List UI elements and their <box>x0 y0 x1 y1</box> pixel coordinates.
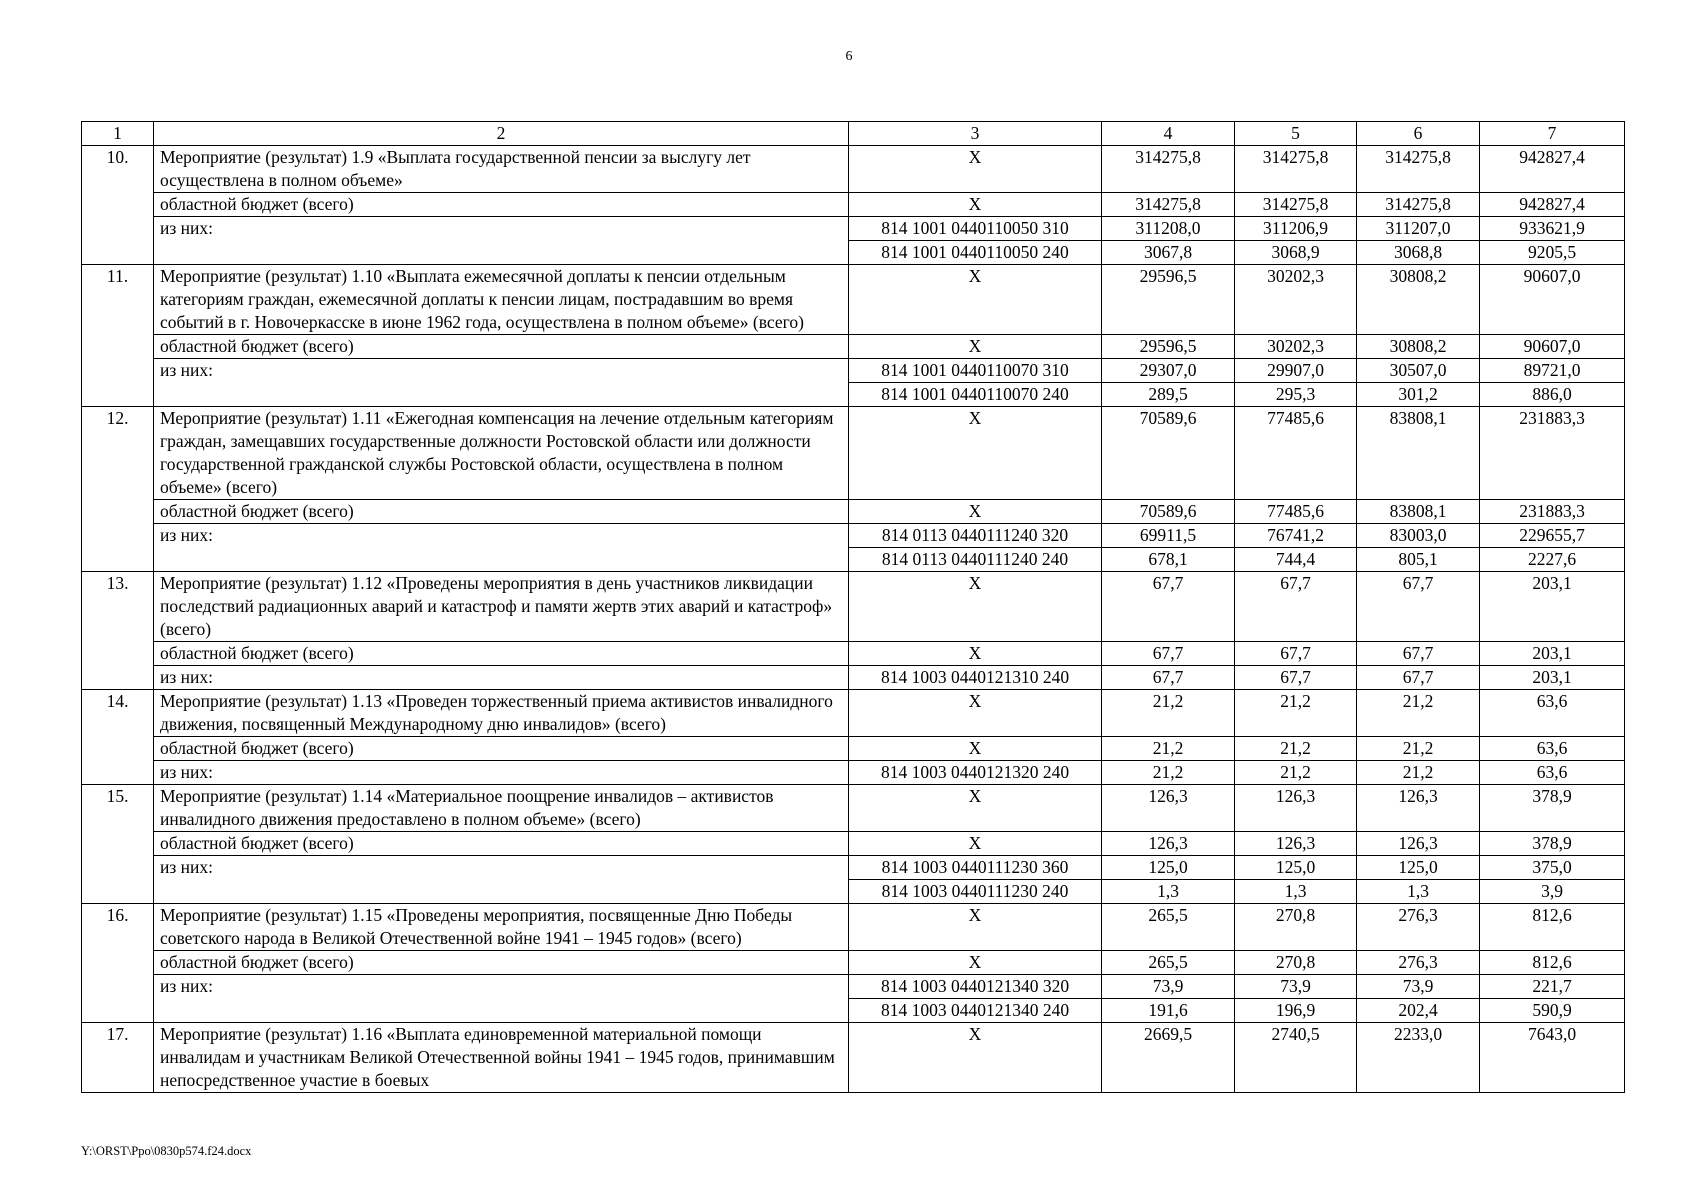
table-row <box>82 666 1625 690</box>
value-cell: 265,5 <box>1102 904 1235 951</box>
code-cell: Х <box>849 1023 1102 1093</box>
row-number: 11. <box>82 265 154 407</box>
value-cell: 21,2 <box>1357 690 1480 737</box>
budget-code: 814 0113 0440111240 240 <box>849 548 1102 572</box>
of-which-label: из них: <box>154 524 849 572</box>
value-cell: 67,7 <box>1102 666 1235 690</box>
value-cell: 3,9 <box>1480 880 1625 904</box>
value-cell: 812,6 <box>1480 951 1625 975</box>
value-cell: 29596,5 <box>1102 265 1235 335</box>
budget-code: 814 1001 0440110070 240 <box>849 383 1102 407</box>
row-number: 16. <box>82 904 154 1023</box>
value-cell: 1,3 <box>1357 880 1480 904</box>
value-cell: 126,3 <box>1235 785 1357 832</box>
table-row <box>82 524 1625 548</box>
value-cell: 67,7 <box>1235 666 1357 690</box>
table-row <box>82 951 1625 975</box>
value-cell: 21,2 <box>1102 761 1235 785</box>
value-cell: 30202,3 <box>1235 265 1357 335</box>
of-which-label: из них: <box>154 856 849 904</box>
value-cell: 67,7 <box>1235 642 1357 666</box>
event-description: Мероприятие (результат) 1.10 «Выплата ежемесячной доплаты к пенсии отдельным категориям граждан, ежемесячной доплаты к пенсии лицам, пострадавшим во время событий в г. Новочеркасске в июне 1962 года, осуществлена в полном объеме» (всего) <box>154 265 849 335</box>
event-description: Мероприятие (результат) 1.12 «Проведены мероприятия в день участников ликвидации последствий радиационных аварий и катастроф и памяти жертв этих аварий и катастроф» (всего) <box>154 572 849 642</box>
value-cell: 203,1 <box>1480 572 1625 642</box>
column-header: 2 <box>154 122 849 146</box>
value-cell: 63,6 <box>1480 737 1625 761</box>
value-cell: 3068,9 <box>1235 241 1357 265</box>
value-cell: 196,9 <box>1235 999 1357 1023</box>
event-description: Мероприятие (результат) 1.11 «Ежегодная компенсация на лечение отдельным категориям граждан, замещавших государственные должности Ростовской области или должности государственной гражданской службы Ростовской области, осуществлена в полном объеме» (всего) <box>154 407 849 500</box>
column-header: 3 <box>849 122 1102 146</box>
value-cell: 89721,0 <box>1480 359 1625 383</box>
budget-label: областной бюджет (всего) <box>154 642 849 666</box>
value-cell: 30507,0 <box>1357 359 1480 383</box>
of-which-label: из них: <box>154 666 849 690</box>
table-row <box>82 642 1625 666</box>
event-description: Мероприятие (результат) 1.13 «Проведен торжественный приема активистов инвалидного движения, посвященный Международному дню инвалидов» (всего) <box>154 690 849 737</box>
value-cell: 90607,0 <box>1480 265 1625 335</box>
budget-code: 814 1001 0440110070 310 <box>849 359 1102 383</box>
table-row <box>82 359 1625 383</box>
table-row <box>82 217 1625 241</box>
value-cell: 221,7 <box>1480 975 1625 999</box>
value-cell: 67,7 <box>1102 642 1235 666</box>
value-cell: 311208,0 <box>1102 217 1235 241</box>
value-cell: 229655,7 <box>1480 524 1625 548</box>
value-cell: 30808,2 <box>1357 265 1480 335</box>
value-cell: 314275,8 <box>1357 193 1480 217</box>
budget-label: областной бюджет (всего) <box>154 193 849 217</box>
budget-label: областной бюджет (всего) <box>154 951 849 975</box>
column-header: 5 <box>1235 122 1357 146</box>
value-cell: 270,8 <box>1235 951 1357 975</box>
value-cell: 29907,0 <box>1235 359 1357 383</box>
budget-code: 814 1001 0440110050 310 <box>849 217 1102 241</box>
value-cell: 125,0 <box>1102 856 1235 880</box>
budget-label: областной бюджет (всего) <box>154 832 849 856</box>
value-cell: 21,2 <box>1102 737 1235 761</box>
value-cell: 67,7 <box>1357 666 1480 690</box>
value-cell: 265,5 <box>1102 951 1235 975</box>
value-cell: 942827,4 <box>1480 193 1625 217</box>
event-description: Мероприятие (результат) 1.9 «Выплата государственной пенсии за выслугу лет осуществлена в полном объеме» <box>154 146 849 193</box>
value-cell: 2233,0 <box>1357 1023 1480 1093</box>
budget-label: областной бюджет (всего) <box>154 500 849 524</box>
value-cell: 126,3 <box>1235 832 1357 856</box>
value-cell: 378,9 <box>1480 832 1625 856</box>
value-cell: 73,9 <box>1102 975 1235 999</box>
row-number: 14. <box>82 690 154 785</box>
value-cell: 21,2 <box>1235 690 1357 737</box>
value-cell: 375,0 <box>1480 856 1625 880</box>
page-number: 6 <box>845 49 853 64</box>
value-cell: 289,5 <box>1102 383 1235 407</box>
value-cell: 83808,1 <box>1357 407 1480 500</box>
code-cell: Х <box>849 193 1102 217</box>
value-cell: 314275,8 <box>1102 146 1235 193</box>
value-cell: 77485,6 <box>1235 407 1357 500</box>
value-cell: 590,9 <box>1480 999 1625 1023</box>
code-cell: Х <box>849 146 1102 193</box>
value-cell: 812,6 <box>1480 904 1625 951</box>
value-cell: 301,2 <box>1357 383 1480 407</box>
value-cell: 21,2 <box>1235 761 1357 785</box>
value-cell: 67,7 <box>1102 572 1235 642</box>
value-cell: 126,3 <box>1102 785 1235 832</box>
code-cell: Х <box>849 904 1102 951</box>
code-cell: Х <box>849 642 1102 666</box>
value-cell: 67,7 <box>1357 642 1480 666</box>
value-cell: 270,8 <box>1235 904 1357 951</box>
budget-table <box>81 121 1625 1093</box>
value-cell: 678,1 <box>1102 548 1235 572</box>
row-number: 10. <box>82 146 154 265</box>
value-cell: 125,0 <box>1357 856 1480 880</box>
table-row <box>82 975 1625 999</box>
value-cell: 311207,0 <box>1357 217 1480 241</box>
event-description: Мероприятие (результат) 1.15 «Проведены мероприятия, посвященные Дню Победы советского народа в Великой Отечественной войне 1941 – 1945 годов» (всего) <box>154 904 849 951</box>
value-cell: 73,9 <box>1235 975 1357 999</box>
value-cell: 1,3 <box>1235 880 1357 904</box>
value-cell: 70589,6 <box>1102 407 1235 500</box>
value-cell: 30808,2 <box>1357 335 1480 359</box>
value-cell: 77485,6 <box>1235 500 1357 524</box>
column-header: 4 <box>1102 122 1235 146</box>
value-cell: 314275,8 <box>1357 146 1480 193</box>
value-cell: 3068,8 <box>1357 241 1480 265</box>
code-cell: Х <box>849 951 1102 975</box>
value-cell: 73,9 <box>1357 975 1480 999</box>
of-which-label: из них: <box>154 761 849 785</box>
table-row <box>82 737 1625 761</box>
table-row <box>82 856 1625 880</box>
event-description: Мероприятие (результат) 1.14 «Материальное поощрение инвалидов – активистов инвалидного движения предоставлено в полном объеме» (всего) <box>154 785 849 832</box>
value-cell: 202,4 <box>1357 999 1480 1023</box>
value-cell: 942827,4 <box>1480 146 1625 193</box>
value-cell: 9205,5 <box>1480 241 1625 265</box>
value-cell: 76741,2 <box>1235 524 1357 548</box>
code-cell: Х <box>849 690 1102 737</box>
value-cell: 314275,8 <box>1235 146 1357 193</box>
code-cell: Х <box>849 265 1102 335</box>
value-cell: 231883,3 <box>1480 407 1625 500</box>
row-number: 12. <box>82 407 154 572</box>
value-cell: 314275,8 <box>1102 193 1235 217</box>
code-cell: Х <box>849 407 1102 500</box>
value-cell: 126,3 <box>1357 832 1480 856</box>
value-cell: 933621,9 <box>1480 217 1625 241</box>
value-cell: 276,3 <box>1357 904 1480 951</box>
value-cell: 69911,5 <box>1102 524 1235 548</box>
column-header: 7 <box>1480 122 1625 146</box>
value-cell: 67,7 <box>1357 572 1480 642</box>
value-cell: 21,2 <box>1235 737 1357 761</box>
table-row <box>82 572 1625 642</box>
value-cell: 314275,8 <box>1235 193 1357 217</box>
event-description: Мероприятие (результат) 1.16 «Выплата единовременной материальной помощи инвалидам и участникам Великой Отечественной войны 1941 – 1945 годов, принимавшим непосредственное участие в боевых <box>154 1023 849 1093</box>
code-cell: Х <box>849 335 1102 359</box>
value-cell: 2740,5 <box>1235 1023 1357 1093</box>
value-cell: 30202,3 <box>1235 335 1357 359</box>
table-row <box>82 690 1625 737</box>
budget-code: 814 1001 0440110050 240 <box>849 241 1102 265</box>
budget-label: областной бюджет (всего) <box>154 737 849 761</box>
budget-code: 814 1003 0440121310 240 <box>849 666 1102 690</box>
value-cell: 744,4 <box>1235 548 1357 572</box>
value-cell: 63,6 <box>1480 690 1625 737</box>
budget-code: 814 1003 0440111230 240 <box>849 880 1102 904</box>
value-cell: 2227,6 <box>1480 548 1625 572</box>
value-cell: 3067,8 <box>1102 241 1235 265</box>
value-cell: 29307,0 <box>1102 359 1235 383</box>
value-cell: 1,3 <box>1102 880 1235 904</box>
value-cell: 126,3 <box>1102 832 1235 856</box>
table-row <box>82 500 1625 524</box>
table-row <box>82 832 1625 856</box>
value-cell: 21,2 <box>1357 761 1480 785</box>
column-header: 6 <box>1357 122 1480 146</box>
table-row <box>82 761 1625 785</box>
value-cell: 90607,0 <box>1480 335 1625 359</box>
of-which-label: из них: <box>154 217 849 265</box>
table-row <box>82 1023 1625 1093</box>
value-cell: 295,3 <box>1235 383 1357 407</box>
budget-code: 814 0113 0440111240 320 <box>849 524 1102 548</box>
value-cell: 311206,9 <box>1235 217 1357 241</box>
budget-code: 814 1003 0440121340 240 <box>849 999 1102 1023</box>
table-row <box>82 193 1625 217</box>
value-cell: 83003,0 <box>1357 524 1480 548</box>
budget-code: 814 1003 0440121320 240 <box>849 761 1102 785</box>
table-row <box>82 335 1625 359</box>
value-cell: 191,6 <box>1102 999 1235 1023</box>
header-row <box>82 122 1625 146</box>
code-cell: Х <box>849 737 1102 761</box>
budget-label: областной бюджет (всего) <box>154 335 849 359</box>
value-cell: 805,1 <box>1357 548 1480 572</box>
table-row <box>82 265 1625 335</box>
code-cell: Х <box>849 785 1102 832</box>
table-row <box>82 407 1625 500</box>
code-cell: Х <box>849 832 1102 856</box>
table-row <box>82 146 1625 193</box>
table-row <box>82 785 1625 832</box>
value-cell: 276,3 <box>1357 951 1480 975</box>
value-cell: 67,7 <box>1235 572 1357 642</box>
value-cell: 125,0 <box>1235 856 1357 880</box>
value-cell: 83808,1 <box>1357 500 1480 524</box>
row-number: 17. <box>82 1023 154 1093</box>
value-cell: 29596,5 <box>1102 335 1235 359</box>
value-cell: 886,0 <box>1480 383 1625 407</box>
table-row <box>82 904 1625 951</box>
value-cell: 21,2 <box>1357 737 1480 761</box>
budget-code: 814 1003 0440121340 320 <box>849 975 1102 999</box>
code-cell: Х <box>849 572 1102 642</box>
value-cell: 70589,6 <box>1102 500 1235 524</box>
value-cell: 203,1 <box>1480 666 1625 690</box>
code-cell: Х <box>849 500 1102 524</box>
of-which-label: из них: <box>154 359 849 407</box>
value-cell: 63,6 <box>1480 761 1625 785</box>
budget-code: 814 1003 0440111230 360 <box>849 856 1102 880</box>
of-which-label: из них: <box>154 975 849 1023</box>
value-cell: 203,1 <box>1480 642 1625 666</box>
column-header: 1 <box>82 122 154 146</box>
file-path-footer: Y:\ORST\Ppo\0830p574.f24.docx <box>81 1144 252 1158</box>
value-cell: 231883,3 <box>1480 500 1625 524</box>
row-number: 13. <box>82 572 154 690</box>
value-cell: 7643,0 <box>1480 1023 1625 1093</box>
value-cell: 21,2 <box>1102 690 1235 737</box>
value-cell: 2669,5 <box>1102 1023 1235 1093</box>
value-cell: 378,9 <box>1480 785 1625 832</box>
row-number: 15. <box>82 785 154 904</box>
value-cell: 126,3 <box>1357 785 1480 832</box>
